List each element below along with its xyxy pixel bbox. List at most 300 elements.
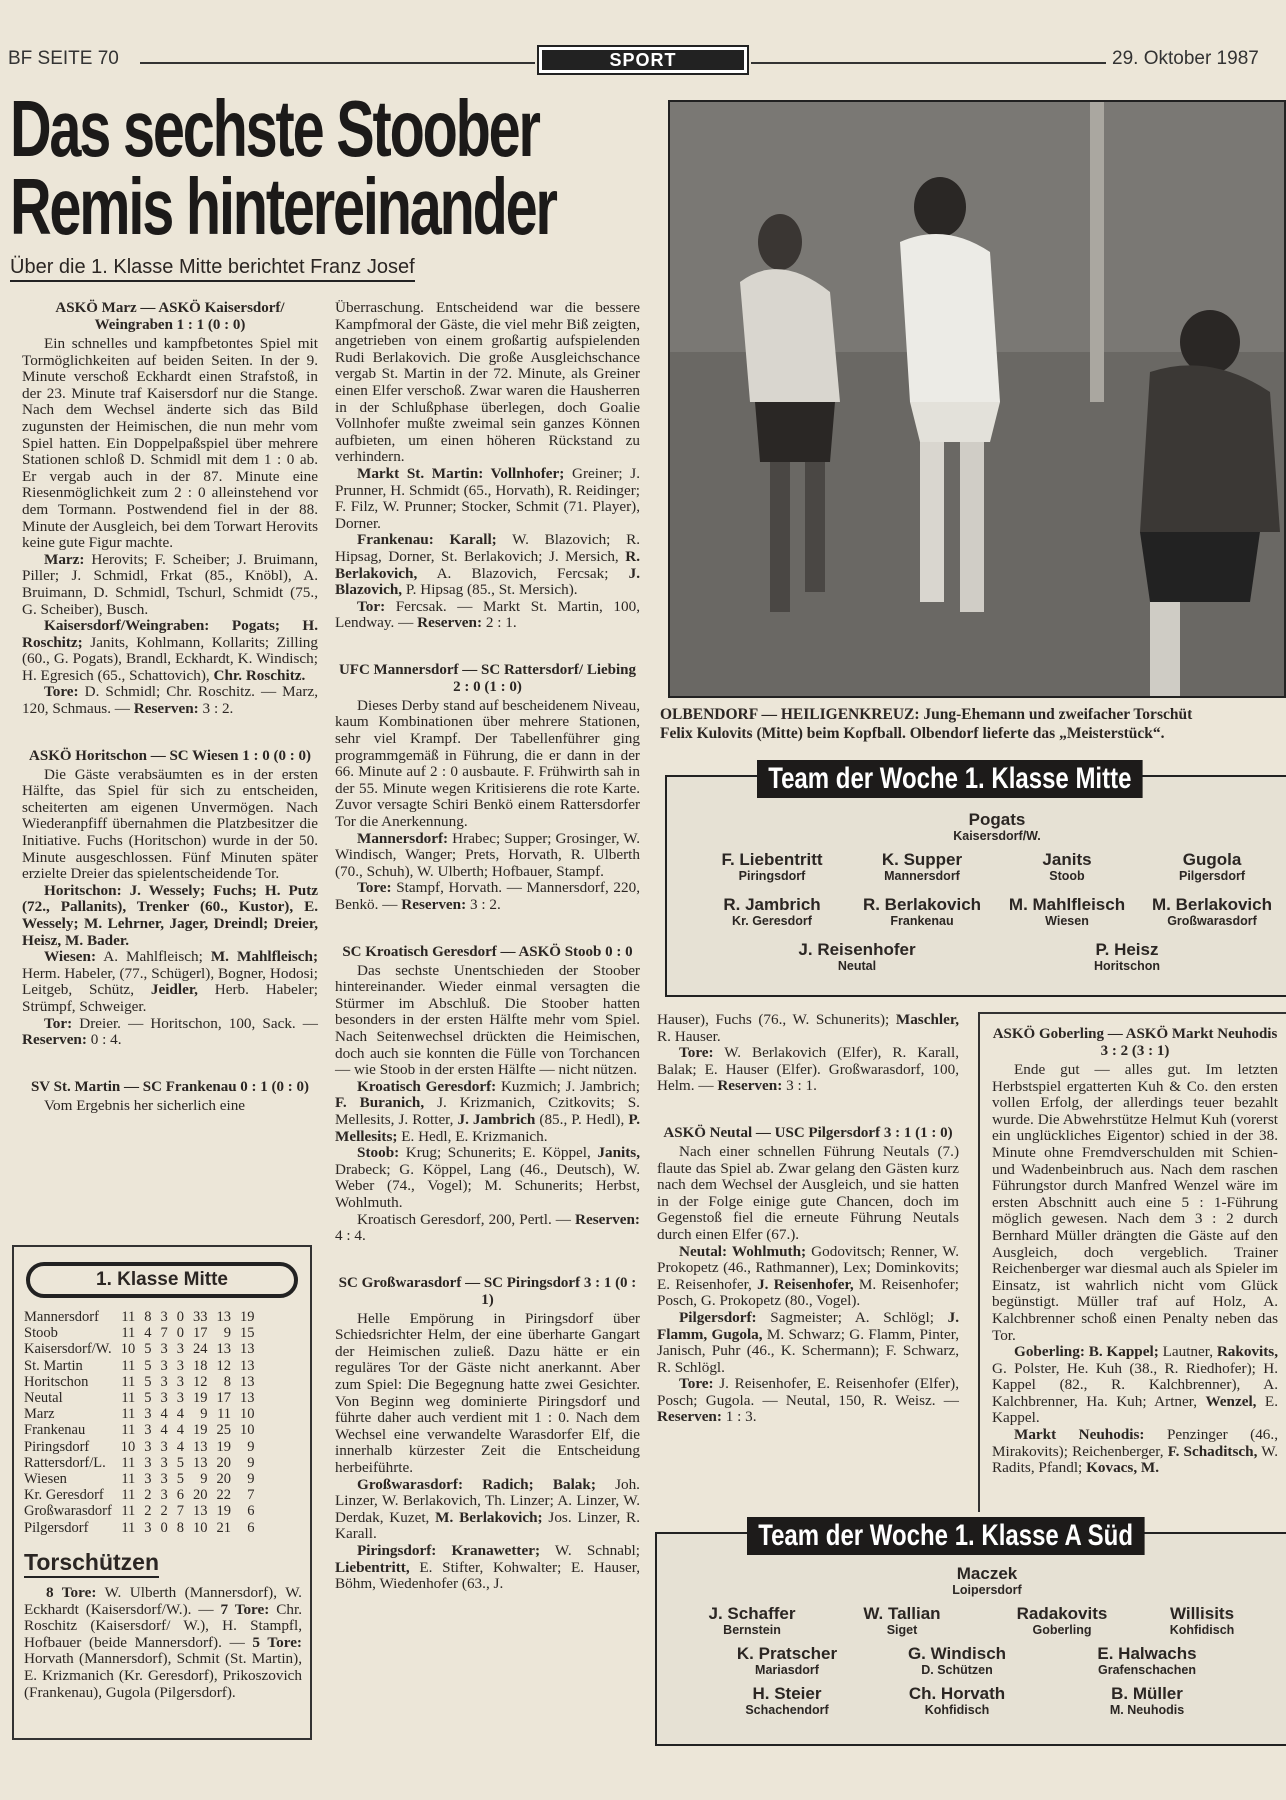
text: Greiner; J. Prunner, H. Schmidt (65., Horvath), R. Reidinger; F. Filz, W. Prunner; Stocker, Schmit (71. Player), Dorner.	[335, 464, 641, 532]
player-name: Maczek	[956, 1564, 1018, 1583]
player-name: J. Reisenhofer	[798, 940, 916, 959]
article-box-goberling	[978, 1012, 1286, 1512]
team-name: Großwarasdorf	[24, 1503, 112, 1520]
section-label-text: SPORT	[542, 50, 744, 70]
stat-cell: 0	[176, 1325, 185, 1342]
player-club: Kohfidisch	[924, 1703, 990, 1717]
text: Das sechste Unentschieden der Stoober hintereinander. Wieder einmal versagten die Stürmer im Abschluß. Die Stoober hatten besonders in der ersten Hälfte mehr vom Spiel. Nach Seitenwechsel drückten die Heimischen, doch auch sie konnten die Fülle von Torchancen — wie Stoob in der ersten Hälfte — nicht nützen.	[335, 961, 640, 1079]
match-title: SC Kroatisch Geresdorf — ASKÖ Stoob 0 : 0	[342, 943, 633, 960]
player-name: K. Supper	[881, 850, 963, 869]
stat-cell: 10	[240, 1422, 255, 1439]
text: M. Reisenhofer; Posch, G. Prokopetz (80., Vogel).	[657, 1275, 959, 1310]
stat-cell: 13	[193, 1503, 208, 1520]
stat-cell: 6	[247, 1503, 255, 1520]
report-paragraph	[335, 1079, 640, 1145]
team-mitte-title: Team der Woche 1. Klasse Mitte	[757, 760, 1143, 798]
team-of-the-week-sued	[655, 1519, 1286, 1746]
player-club: Mannersdorf	[884, 869, 960, 883]
stat-cell: 0	[176, 1309, 185, 1325]
team-name: Wiesen	[24, 1471, 67, 1488]
standings-title: 1. Klasse Mitte	[26, 1262, 298, 1298]
player-club: Stoob	[1049, 869, 1085, 883]
stat-cell: 10	[240, 1406, 255, 1423]
stat-cell: 6	[176, 1487, 185, 1504]
stat-cell: 11	[121, 1406, 136, 1423]
stat-cell: 5	[144, 1341, 152, 1358]
stat-cell: 11	[121, 1325, 136, 1342]
player-name: Willisits	[1169, 1604, 1235, 1623]
text: 1 : 3.	[721, 1408, 757, 1426]
headline-line-1: Das sechste Stoober	[10, 84, 539, 173]
stat-cell: 20	[216, 1471, 232, 1488]
stat-cell: 18	[193, 1357, 208, 1374]
player-entry	[897, 810, 1097, 844]
match-title: SV St. Martin — SC Frankenau 0 : 1 (0 : 0)	[30, 1078, 310, 1095]
stat-cell: 3	[176, 1341, 185, 1358]
text: Joh. Linzer, W. Berlakovich, Th. Linzer; A. Linzer, W. Derdak, Kuzet,	[335, 1475, 640, 1526]
player-name: H. Steier	[752, 1684, 822, 1703]
player-club: Bernstein	[723, 1623, 781, 1637]
text: Dieses Derby stand auf bescheidenem Niveau, kaum Kombinationen über mehrere Stationen, sehr viel Krampf. Der Tabellenführer ging programmgemäß in Führung, die er dann in der 66. Minute auf 2 : 0 ausbaute. F. Frühwirth sah in der 55. Minute wegen Kritisierens die rote Karte. Zuvor versagte Schiri Benkö einem Rattersdorfer Tor die Anerkennung.	[335, 696, 640, 831]
player-name: G. Windisch	[907, 1644, 1007, 1663]
text: 3 : 2.	[466, 896, 501, 913]
player-club: Frankenau	[890, 914, 954, 928]
standings-row	[24, 1374, 255, 1390]
stat-cell: 2	[144, 1503, 152, 1520]
text: Lautner,	[1158, 1343, 1217, 1361]
football-players-image	[670, 102, 1286, 698]
text: Ein schnelles und kampfbetontes Spiel mit Tormöglichkeiten auf beiden Seiten. In der 9. Minute verschoß Eckhardt einen Strafstoß, in der 23. Minute traf Kaisersdorf nur die Stange. Nach dem Wechsel änderte sich das Bild zugunsten der Heimischen, die nun mehr vom Spiel hatten. Ein Doppelpaßspiel über mehrere Stationen schloß D. Schmidl mit dem 1 : 0 ab. Er vergab auch in der 87. Minute eine Riesenmöglichkeit zum 2 : 0 alleinstehend vor dem Tormann. Postwendend fiel in der 88. Minute der Ausgleich, bei dem Torwart Herovits keine gute Figur machte.	[22, 335, 318, 552]
stat-cell: 12	[193, 1373, 208, 1390]
player-name: P. Heisz	[1095, 940, 1159, 959]
text: G. Polster, He. Kuh (38., R. Riedhofer); H. Kappel (82., R. Kalchbrenner), A. Kalchbrenner, Ha. Kuh; Artner,	[992, 1359, 1278, 1410]
stat-cell: 3	[160, 1390, 168, 1407]
match-report	[657, 1012, 959, 1095]
headline	[10, 84, 658, 251]
report-paragraph	[22, 552, 318, 618]
bold-text: Reserven:	[401, 896, 467, 913]
stat-cell: 3	[144, 1438, 152, 1455]
stat-cell: 9	[247, 1471, 255, 1488]
player-club: Goberling	[1032, 1623, 1092, 1637]
stat-cell: 9	[247, 1454, 255, 1471]
report-paragraph	[22, 1016, 318, 1049]
player-club: D. Schützen	[921, 1663, 993, 1677]
stat-cell: 10	[120, 1438, 136, 1455]
match-report	[335, 1275, 640, 1593]
text: Horvath (Mannersdorf), Schmit (St. Martin), E. Krizmanich (Kr. Geresdorf), Prikoszovich (Frankenau), Gugola (Pilgersdorf).	[24, 1650, 302, 1701]
bold-text: Wenzel,	[1205, 1392, 1257, 1410]
match-title: SC Großwarasdorf — SC Piringsdorf 3 : 1 (0 : 1)	[338, 1274, 637, 1308]
stat-cell: 3	[160, 1309, 168, 1325]
player-name: J. Schaffer	[708, 1604, 796, 1623]
text: Dreier. — Horitschon, 100, Sack. —	[72, 1014, 318, 1032]
player-name: Janits	[1042, 850, 1092, 869]
report-paragraph	[657, 1244, 959, 1310]
text: Hauser), Fuchs (76., W. Schunerits);	[657, 1011, 896, 1028]
report-paragraph	[22, 883, 318, 949]
player-club: Grafenschachen	[1098, 1663, 1196, 1677]
stat-cell: 4	[160, 1422, 168, 1439]
header-rule-right	[751, 62, 1106, 64]
bold-text: Reserven:	[717, 1077, 783, 1095]
text: J. Krizmanich, Czitkovits; S. Mellesits, J. Rotter,	[335, 1094, 640, 1128]
bold-text: M. Berlakovich;	[435, 1508, 543, 1526]
report-paragraph	[22, 767, 318, 883]
stat-cell: 4	[144, 1325, 152, 1342]
stat-cell: 3	[160, 1454, 168, 1471]
standings-row	[24, 1520, 255, 1536]
team-name: Kaisersdorf/W.	[24, 1341, 112, 1358]
scorers-paragraph	[24, 1585, 302, 1701]
stat-cell: 13	[240, 1390, 255, 1407]
player-club: Siget	[886, 1623, 918, 1637]
stat-cell: 20	[193, 1487, 208, 1504]
player-name: Ch. Horvath	[908, 1684, 1006, 1703]
report-paragraph	[657, 1045, 959, 1095]
stat-cell: 3	[144, 1454, 152, 1471]
match-report	[335, 300, 640, 632]
stat-cell: 8	[223, 1373, 232, 1390]
article-column-3	[657, 1012, 959, 1456]
report-paragraph	[335, 1145, 640, 1211]
player-name: M. Mahlfleisch	[1008, 895, 1126, 914]
stat-cell: 11	[121, 1471, 136, 1488]
stat-cell: 11	[121, 1390, 136, 1407]
text: P. Hipsag (85., St. Mersich).	[402, 581, 578, 599]
stat-cell: 33	[193, 1309, 208, 1325]
text: J. Reisenhofer, E. Reisenhofer (Elfer), Posch; Gugola. — Neutal, 150, R. Weisz. —	[657, 1375, 959, 1409]
report-paragraph	[335, 831, 640, 881]
standings-row	[24, 1487, 255, 1503]
text: Krug; Schunerits; E. Köppel,	[399, 1144, 598, 1162]
match-report	[657, 1125, 959, 1426]
bold-text: Kovacs, M.	[1086, 1459, 1160, 1477]
team-name: Mannersdorf	[24, 1309, 99, 1325]
player-entry	[1047, 1684, 1247, 1718]
bold-text: Goberling: B. Kappel;	[1014, 1343, 1159, 1361]
bold-text: 5 Tore:	[252, 1633, 302, 1651]
stat-cell: 13	[240, 1341, 255, 1358]
report-paragraph	[657, 1310, 959, 1376]
stat-cell: 5	[144, 1373, 152, 1390]
stat-cell: 3	[144, 1422, 152, 1439]
bold-text: F. Buranich,	[335, 1094, 425, 1112]
stat-cell: 13	[240, 1357, 255, 1374]
bold-text: Marz:	[44, 550, 85, 568]
player-club: Piringsdorf	[738, 869, 806, 883]
report-paragraph	[335, 1212, 640, 1245]
bold-text: Reserven:	[417, 614, 483, 632]
photo-caption-line-1: OLBENDORF — HEILIGENKREUZ: Jung-Ehemann und zweifacher Torschüt	[660, 706, 1193, 723]
text: Vom Ergebnis her sicherlich eine	[44, 1096, 246, 1114]
player-name: Pogats	[968, 810, 1026, 829]
player-entry	[757, 940, 957, 974]
match-report	[992, 1026, 1278, 1477]
report-paragraph	[335, 1477, 640, 1543]
standings-row	[24, 1341, 255, 1357]
stat-cell: 3	[160, 1373, 168, 1390]
stat-cell: 17	[193, 1325, 208, 1342]
bold-text: Tore:	[357, 879, 392, 897]
stat-cell: 13	[193, 1454, 208, 1471]
report-paragraph	[335, 466, 640, 532]
bold-text: Reserven:	[657, 1408, 722, 1426]
bold-text: Tore:	[679, 1375, 714, 1393]
text: Jos. Linzer, R. Karall.	[335, 1508, 640, 1543]
text: Hrabec; Supper; Grosinger, W. Windisch, Wanger; Prets, Horvath, R. Ulberth (70., Schuh), W. Ulberth; Hofbauer, Stampf.	[335, 829, 640, 880]
match-report	[22, 300, 318, 718]
text: (85., P. Hedl),	[535, 1110, 629, 1128]
text: Fercsak. — Markt St. Martin, 100, Lendway. —	[335, 597, 640, 632]
stat-cell: 8	[176, 1519, 185, 1536]
stat-cell: 3	[144, 1471, 152, 1488]
player-club: Großwarasdorf	[1167, 914, 1257, 928]
stat-cell: 3	[176, 1390, 185, 1407]
standings-row	[24, 1325, 255, 1341]
stat-cell: 13	[216, 1309, 232, 1325]
text: Godovitsch; Renner, W. Prokopetz (46., Rathmanner), Lex; Dominkovits; E. Reisenhofer,	[657, 1242, 959, 1293]
match-report	[335, 944, 640, 1245]
player-club: M. Neuhodis	[1109, 1703, 1185, 1717]
stat-cell: 4	[160, 1406, 168, 1423]
text: A. Blazovich, Fercsak;	[417, 564, 629, 582]
page-number: BF SEITE 70	[8, 48, 119, 69]
article-column-2	[335, 300, 640, 1623]
stat-cell: 19	[216, 1438, 232, 1455]
player-club: Kr. Geresdorf	[732, 914, 812, 928]
stat-cell: 8	[144, 1309, 152, 1325]
text: Herm. Habeler, (77., Schügerl), Bogner, Hodosi; Leitgeb, Schütz,	[22, 964, 318, 999]
stat-cell: 5	[176, 1454, 185, 1471]
bold-text: Frankenau: Karall;	[357, 531, 497, 549]
bold-text: 7 Tore:	[220, 1600, 270, 1618]
bold-text: Großwarasdorf: Radich; Balak;	[357, 1475, 596, 1493]
bold-text: Tor:	[44, 1014, 73, 1032]
standings-row	[24, 1309, 255, 1325]
text: M. Schwarz; G. Flamm, Pinter, Janisch, Puhr (46., K. Schermann); F. Schwarz, R. Schlögl.	[657, 1325, 959, 1376]
standings-row	[24, 1439, 255, 1455]
player-entry	[1112, 850, 1286, 884]
report-paragraph	[657, 1376, 959, 1426]
standings-row	[24, 1455, 255, 1471]
text: E. Stifter, Kohwalter; E. Hauser, Böhm, Wiedenhofer (63., J.	[335, 1558, 640, 1593]
team-name: Stoob	[24, 1325, 58, 1342]
player-entry	[857, 1684, 1057, 1718]
report-paragraph	[657, 1144, 959, 1244]
text: Penzinger (46., Mirakovits); Reichenberger,	[992, 1426, 1278, 1460]
bold-text: J. Reisenhofer,	[757, 1275, 854, 1293]
match-title: ASKÖ Neutal — USC Pilgersdorf 3 : 1 (1 : 0)	[663, 1124, 953, 1141]
team-sued-title: Team der Woche 1. Klasse A Süd	[747, 1517, 1144, 1555]
text: W. Ulberth (Mannersdorf), W. Eckhardt (Kaisersdorf/W.). —	[24, 1584, 302, 1618]
text: D. Schmidl; Chr. Roschitz. — Marz, 120, Schmaus. —	[22, 683, 318, 718]
team-name: Piringsdorf	[24, 1438, 90, 1455]
player-name: Gugola	[1182, 850, 1242, 869]
team-name: St. Martin	[24, 1357, 83, 1374]
bold-text: R. Berlakovich,	[335, 547, 640, 582]
bold-text: J. Jambrich	[457, 1110, 536, 1128]
stat-cell: 9	[223, 1325, 232, 1342]
header-rule-left	[140, 62, 535, 64]
text: A. Mahlfleisch;	[96, 948, 211, 966]
bold-text: Kroatisch Geresdorf:	[357, 1077, 497, 1095]
player-club: Schachendorf	[745, 1703, 829, 1717]
stat-cell: 11	[121, 1309, 136, 1325]
text: Janits, Kohlmann, Kollarits; Zilling (60., G. Pogats), Brandl, Eckhardt, K. Windisch; H. Egresich (65., Schattovich),	[22, 633, 318, 684]
text: Kuzmich; J. Jambrich;	[496, 1077, 640, 1095]
player-entry	[1047, 1644, 1247, 1678]
text: R. Hauser.	[657, 1027, 721, 1045]
report-paragraph	[992, 1427, 1278, 1477]
player-name: R. Jambrich	[723, 895, 821, 914]
stat-cell: 0	[160, 1519, 168, 1536]
text: 3 : 2.	[198, 700, 234, 718]
player-name: R. Berlakovich	[862, 895, 982, 914]
match-title: ASKÖ Marz — ASKÖ Kaisersdorf/ Weingraben 1 : 1 (0 : 0)	[55, 300, 285, 333]
report-paragraph	[335, 532, 640, 598]
stat-cell: 2	[144, 1487, 152, 1504]
text: 3 : 1.	[782, 1077, 817, 1095]
stat-cell: 12	[216, 1357, 232, 1374]
stat-cell: 3	[160, 1341, 168, 1358]
stat-cell: 2	[160, 1503, 168, 1520]
bold-text: Markt Neuhodis:	[1014, 1426, 1145, 1444]
text: Herovits; F. Scheiber; J. Bruimann, Piller; J. Schmidl, Frkat (85., Knöbl), A. Bruimann, D. Schmidl, Tschurl, Schmidt (75., G. Scheiber), Busch.	[22, 550, 318, 618]
standings-row	[24, 1471, 255, 1487]
bold-text: 8 Tore:	[46, 1584, 97, 1601]
text: Nach einer schnellen Führung Neutals (7.) flaute das Spiel ab. Zwar gelang den Gästen kurz nach dem Wechsel der Ausgleich, und sie hatten in der Folge einige gute Chancen, doch im Gegenstoß fiel die erneute Führung Neutals durch einen Elfer (67.).	[657, 1142, 959, 1243]
player-entry	[1102, 1604, 1286, 1638]
stat-cell: 3	[144, 1406, 152, 1423]
bold-text: Liebentritt,	[335, 1558, 410, 1576]
player-name: E. Halwachs	[1097, 1644, 1197, 1663]
stat-cell: 5	[176, 1471, 185, 1488]
player-club: Mariasdorf	[755, 1663, 819, 1677]
report-paragraph	[992, 1344, 1278, 1427]
stat-cell: 3	[160, 1438, 168, 1455]
bold-text: Markt St. Martin: Vollnhofer;	[357, 464, 565, 482]
stat-cell: 17	[216, 1390, 232, 1407]
stat-cell: 13	[240, 1373, 255, 1390]
bold-text: P. Mellesits;	[335, 1110, 641, 1145]
stat-cell: 11	[121, 1373, 136, 1390]
player-name: M. Berlakovich	[1152, 895, 1272, 914]
text: Sagmeister; A. Schlögl;	[756, 1308, 948, 1326]
stat-cell: 11	[121, 1454, 136, 1471]
stat-cell: 11	[121, 1422, 136, 1439]
scorers-text	[24, 1585, 302, 1701]
team-name: Frankenau	[24, 1422, 86, 1439]
report-paragraph	[992, 1062, 1278, 1344]
report-paragraph	[335, 963, 640, 1079]
stat-cell: 11	[121, 1487, 136, 1504]
player-club: Neutal	[837, 959, 877, 973]
report-paragraph	[335, 698, 640, 831]
report-paragraph	[22, 949, 318, 1015]
stat-cell: 5	[144, 1390, 152, 1407]
section-label	[537, 45, 749, 75]
stat-cell: 20	[216, 1454, 232, 1471]
bold-text: Rakovits,	[1216, 1343, 1278, 1361]
stat-cell: 3	[176, 1357, 185, 1374]
stat-cell: 21	[216, 1519, 232, 1536]
text: Herb. Habeler; Strümpf, Schweiger.	[22, 981, 318, 1015]
player-club: Kaisersdorf/W.	[953, 829, 1041, 843]
stat-cell: 19	[193, 1390, 208, 1407]
stat-cell: 3	[160, 1487, 168, 1504]
text: 0 : 4.	[86, 1031, 122, 1049]
player-club: Pilgersdorf	[1179, 869, 1245, 883]
player-name: K. Pratscher	[736, 1644, 838, 1663]
match-photo	[668, 100, 1286, 698]
team-of-the-week-mitte	[665, 762, 1286, 997]
stat-cell: 9	[200, 1406, 208, 1423]
player-name: W. Tallian	[863, 1604, 941, 1623]
bold-text: Pilgersdorf:	[679, 1308, 757, 1326]
bold-text: Reserven:	[575, 1210, 640, 1228]
article-column-1	[22, 300, 318, 1144]
stat-cell: 25	[216, 1422, 232, 1439]
text: W. Berlakovich (Elfer), R. Karall, Balak; E. Hauser (Elfer). Großwarasdorf, 100, Helm. —	[657, 1044, 959, 1095]
report-paragraph	[22, 684, 318, 717]
standings-box	[12, 1245, 312, 1740]
player-entry	[857, 1644, 1057, 1678]
bold-text: F. Schaditsch,	[1167, 1442, 1258, 1460]
report-paragraph	[335, 1543, 640, 1593]
stat-cell: 3	[176, 1373, 185, 1390]
player-name: Radakovits	[1016, 1604, 1108, 1623]
team-name: Marz	[24, 1406, 55, 1423]
bold-text: Piringsdorf: Kranawetter;	[357, 1542, 541, 1559]
stat-cell: 3	[144, 1519, 152, 1536]
player-club: Wiesen	[1045, 914, 1089, 928]
text: W. Schnabl;	[540, 1542, 640, 1559]
stat-cell: 10	[120, 1341, 136, 1358]
match-title: ASKÖ Horitschon — SC Wiesen 1 : 0 (0 : 0)	[29, 747, 311, 764]
standings-row	[24, 1406, 255, 1422]
stat-cell: 15	[240, 1325, 255, 1342]
stat-cell: 7	[176, 1503, 185, 1520]
byline: Über die 1. Klasse Mitte berichtet Franz Josef	[10, 256, 415, 282]
stat-cell: 6	[247, 1519, 255, 1536]
bold-text: Reserven:	[22, 1031, 87, 1049]
team-name: Pilgersdorf	[24, 1519, 89, 1536]
report-paragraph	[335, 1311, 640, 1477]
stat-cell: 11	[121, 1503, 136, 1520]
stat-cell: 7	[247, 1487, 255, 1504]
standings-row	[24, 1503, 255, 1519]
stat-cell: 4	[176, 1406, 185, 1423]
team-name: Rattersdorf/L.	[24, 1454, 106, 1471]
bold-text: Wiesen:	[44, 948, 97, 966]
photo-caption	[660, 705, 1286, 743]
text: Überraschung. Entscheidend war die bessere Kampfmoral der Gäste, die viel mehr Biß zeigten, angetrieben von einem großartig aufspielenden Rudi Berlakovich. Die große Ausgleichschance vergab St. Martin in der 72. Minute, als Greiner einen Elfer verschoß. Zwar waren die Hausherren in der Schlußphase überlegen, doch Goalie Vollnhofer mußte zweimal sein ganzes Können aufbieten, um einen höheren Rückstand zu verhindern.	[335, 299, 640, 466]
stat-cell: 4	[176, 1438, 185, 1455]
bold-text: Stoob:	[357, 1144, 400, 1162]
text: Ende gut — alles gut. Im letzten Herbstspiel ergatterten Kuh & Co. den ersten vollen Erfolg, der allerdings teuer bezahlt wurde. Die Abwehrstütze Helmut Kuh (vorerst ein unglückliches Eigentor) schied in der 38. Minute ohne Fremdverschulden mit Schien- und Wadenbeinbruch aus. Nach dem raschen Führungstor durch Manfred Wenzel wäre im ersten Abschnitt auch eine 5 : 1-Führung möglich gewesen. Nach dem 3 : 2 durch Bernhard Müller drängten die Gäste auf den Ausgleich, doch vergeblich. Trainer Reichenberger war diesmal auch als Spieler im Einsatz, ist wahrlich nicht vom Glück begünstigt. Müller traf auf Holz, A. Kalchbrenner schoß einen Penalty neben das Tor.	[992, 1061, 1278, 1344]
photo-caption-line-2: Felix Kulovits (Mitte) beim Kopfball. Olbendorf lieferte das „Meisterstück“.	[660, 725, 1165, 742]
text: Drabeck; G. Köppel, Lang (46., Deutsch), W. Weber (74., Vogel); M. Schunerits; Herbst, Wohlmuth.	[335, 1160, 640, 1211]
match-report	[22, 1079, 318, 1115]
stat-cell: 3	[160, 1471, 168, 1488]
bold-text: J. Flamm, Gugola,	[657, 1308, 959, 1343]
player-entry	[1112, 895, 1286, 929]
stat-cell: 19	[240, 1309, 255, 1325]
standings-row	[24, 1390, 255, 1406]
player-name: B. Müller	[1111, 1684, 1183, 1703]
stat-cell: 19	[216, 1503, 232, 1520]
